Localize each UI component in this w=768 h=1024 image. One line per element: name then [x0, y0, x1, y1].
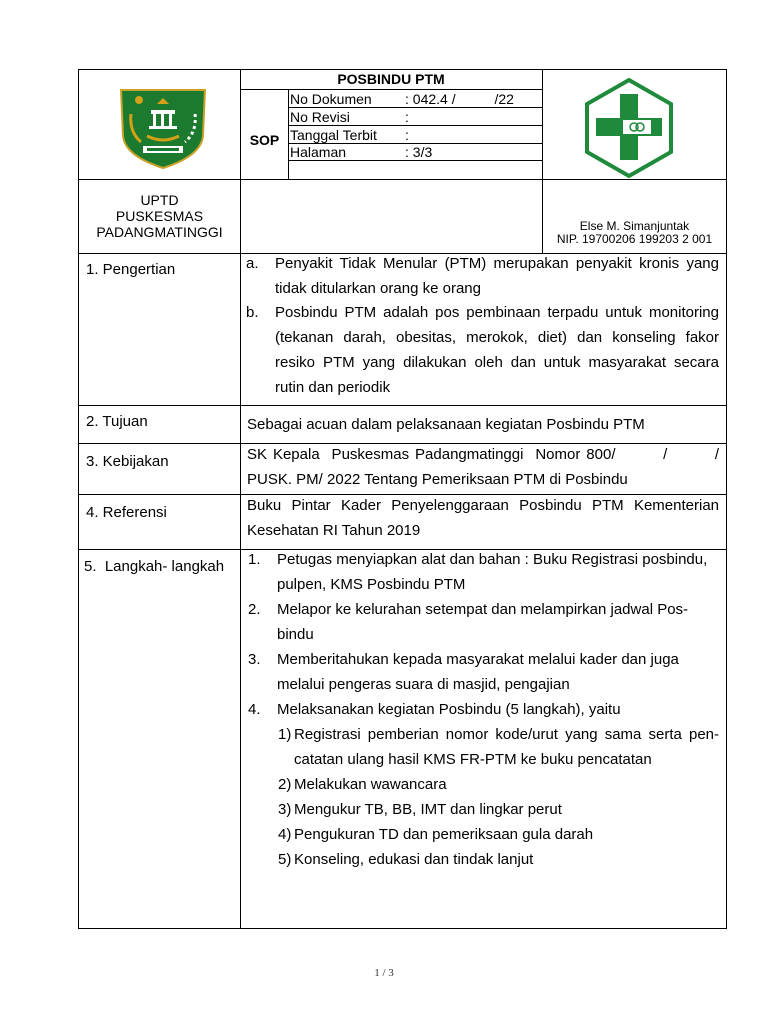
field-value-no-dokumen: : 042.4 / /22 — [405, 91, 514, 107]
list-marker: b. — [246, 304, 259, 321]
section-label-pengertian: 1. Pengertian — [86, 261, 176, 278]
signer-block — [543, 220, 726, 246]
step-text: Melaksanakan kegiatan Posbindu (5 langkah), yaitu — [277, 701, 621, 718]
list-text: Penyakit Tidak Menular (PTM) merupakan penyakit kronis yang tidak ditularkan orang ke orang — [275, 255, 719, 297]
substep-item — [278, 722, 719, 772]
substep-marker: 1) — [278, 726, 292, 743]
step-text: Melapor ke kelurahan setempat dan melampirkan jadwal Pos-bindu — [277, 601, 689, 643]
field-label-no-dokumen: No Dokumen — [290, 91, 372, 107]
step-item — [248, 647, 719, 697]
signer-name: Else M. Simanjuntak — [579, 219, 690, 233]
step-text: Petugas menyiapkan alat dan bahan : Buku Registrasi posbindu, pulpen, KMS Posbindu PTM — [277, 551, 708, 593]
field-value-no-revisi: : — [405, 109, 409, 125]
org-line: PADANGMATINGGI — [96, 224, 223, 240]
step-text: Memberitahukan kepada masyarakat melalui kader dan juga melalui pengeras suara di masjid, pengajian — [277, 651, 679, 693]
step-item — [248, 597, 719, 647]
step-item — [248, 697, 719, 722]
regional-emblem — [117, 84, 209, 170]
kebijakan-text: SK Kepala Puskesmas Padangmatinggi Nomor 800/ / / PUSK. PM/ 2022 Tentang Pemeriksaan PTM di Posbindu — [247, 446, 724, 488]
section-label-kebijakan: 3. Kebijakan — [86, 453, 169, 470]
substep-item — [278, 772, 719, 797]
step-marker: 4. — [248, 701, 261, 718]
substep-item — [278, 847, 719, 872]
section-label-tujuan: 2. Tujuan — [86, 413, 148, 430]
tujuan-text: Sebagai acuan dalam pelaksanaan kegiatan Posbindu PTM — [247, 416, 645, 433]
referensi-text: Buku Pintar Kader Penyelenggaraan Posbindu PTM Kementerian Kesehatan RI Tahun 2019 — [247, 497, 719, 539]
list-marker: a. — [246, 255, 259, 272]
signer-nip: NIP. 19700206 199203 2 001 — [556, 232, 713, 246]
puskesmas-logo — [584, 78, 674, 178]
org-line: PUSKESMAS — [115, 208, 204, 224]
list-item — [246, 300, 719, 400]
substep-marker: 5) — [278, 851, 292, 868]
org-name — [79, 192, 240, 240]
field-value-halaman: : 3/3 — [405, 144, 433, 160]
step-marker: 2. — [248, 601, 261, 618]
field-label-halaman: Halaman — [290, 144, 347, 160]
substep-text: Mengukur TB, BB, IMT dan lingkar perut — [294, 801, 562, 818]
section-label-langkah: 5. Langkah- langkah — [84, 558, 225, 575]
substep-text: Registrasi pemberian nomor kode/urut yang sama serta pen-catatan ulang hasil KMS FR-PTM ke buku pencatatan — [294, 726, 719, 768]
doc-title: POSBINDU PTM — [337, 71, 445, 87]
step-marker: 3. — [248, 651, 261, 668]
substep-marker: 3) — [278, 801, 292, 818]
substep-marker: 4) — [278, 826, 292, 843]
field-value-tanggal-terbit: : — [405, 127, 409, 143]
section-label-referensi: 4. Referensi — [86, 504, 167, 521]
page-number: 1 / 3 — [374, 967, 394, 979]
substep-text: Melakukan wawancara — [294, 776, 447, 793]
list-text: Posbindu PTM adalah pos pembinaan terpadu untuk monitoring (tekanan darah, obesitas, merokok, diet) dan konseling fakor resiko PTM yang dilakukan oleh dan untuk masyarakat secara rutin dan periodik — [275, 304, 719, 396]
substep-text: Konseling, edukasi dan tindak lanjut — [294, 851, 534, 868]
step-marker: 1. — [248, 551, 261, 568]
substep-item — [278, 797, 719, 822]
list-item — [246, 251, 719, 301]
sop-label: SOP — [249, 132, 280, 148]
substep-text: Pengukuran TD dan pemeriksaan gula darah — [294, 826, 594, 843]
org-line: UPTD — [140, 192, 179, 208]
substep-marker: 2) — [278, 776, 292, 793]
step-item — [248, 547, 719, 597]
field-label-no-revisi: No Revisi — [290, 109, 350, 125]
substep-item — [278, 822, 719, 847]
field-label-tanggal-terbit: Tanggal Terbit — [290, 127, 377, 143]
